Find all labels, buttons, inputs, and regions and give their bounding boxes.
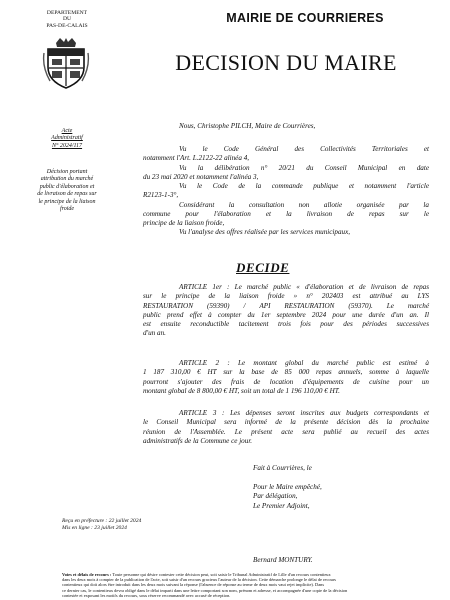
article-line: administratifs de la Commune ce jour. [143, 436, 253, 445]
acte-line: Acte [61, 128, 73, 134]
article-line: d'un an. [143, 329, 166, 338]
vu-line: Vu le Code Général des Collectivités Territoriales et [179, 145, 429, 153]
article-line: est ensuite reconductible tacitement trois fois pour des périodes successives [143, 320, 429, 328]
subject-line: Décision portant [46, 169, 88, 175]
decision-title: DECISION DU MAIRE [175, 50, 397, 75]
article-3 [143, 409, 429, 446]
vu-line: R2123-1-3°, [143, 191, 179, 200]
article-line: 1 187 310,00 € HT sur la base de 85 000 repas annuels, somme à laquelle [143, 368, 429, 377]
coat-of-arms-icon [42, 37, 90, 89]
department-line: DU [62, 16, 72, 23]
article-line: ARTICLE 1er : Le marché public « d'élaboration et de livraison de repas [179, 283, 429, 291]
subject-line: attribution du marché [40, 176, 94, 183]
vu-line: commune pour l'élaboration et la livraison de repas sur le [143, 209, 429, 218]
vu-line: Vu l'analyse des offres réalisée par les services municipaux, [179, 228, 351, 237]
acte-number: N° 2024/117 [51, 142, 83, 149]
article-2 [143, 359, 429, 396]
reception-info [62, 518, 141, 532]
appeal-line: ce dernier cas, le contentieux devra obligé dans le délai imparti dans une lettre comportant son nom, prénom et adresse, et accompagnée d'une copie de la décision [62, 587, 348, 593]
signature-line: Le Premier Adjoint, [253, 501, 310, 510]
vu-line: notamment l'Art. L.2122-22 alinéa 4, [143, 154, 250, 163]
subject-line: le principe de la liaison [38, 198, 96, 205]
article-line: ARTICLE 3 : Les dépenses seront inscrites aux budgets correspondants et [179, 409, 429, 417]
acte-reference [6, 128, 128, 150]
subject-line: froide [59, 206, 75, 213]
appeal-line: contentieux qui doit alors être introduit dans les deux mois suivant la réponse (l'absence de réponse au terme de deux mois vaut rejet implicite). Dans [62, 582, 325, 588]
article-1 [143, 283, 429, 339]
fait-a-line: Fait à Courrières, le [253, 464, 312, 472]
appeal-text: Toute personne qui désire contester cette décision peut, soit saisir le Tribunal Administratif de Lille d'un recours contentieux [112, 572, 331, 577]
article-line: montant global de 8 800,00 € HT, soit un total de 1 196 110,00 € HT. [143, 386, 340, 395]
signature-block [253, 483, 322, 511]
vu-line: Vu le Code de la commande publique et notamment l'article [179, 182, 429, 190]
reception-line: Mis en ligne : 23 juillet 2024 [62, 525, 127, 531]
subject-line: de livraison de repas sur [37, 191, 97, 198]
article-line: pourront s'ajouter des frais de location d'équipements de cuisine pour un [143, 377, 429, 386]
article-line: public prend effet à compter du 1er septembre 2024 pour une durée d'un an. Il [143, 310, 429, 319]
decide-heading: DECIDE [236, 260, 290, 275]
appeal-line: dans les deux mois à compter de la publication de l'acte, soit saisir d'un recours gracieux l'auteur de la décision. Cette démarche prolonge le délai de recours [62, 577, 337, 583]
intro-text [143, 122, 429, 131]
signature-line: Pour le Maire empêché, [253, 483, 322, 491]
reception-line: Reçu en préfecture : 22 juillet 2024 [62, 518, 142, 524]
appeal-notice [62, 572, 434, 598]
intro-line: Nous, Christophe PILCH, Maire de Courrières, [179, 122, 316, 130]
vu-line: Considérant la consultation non allotie organisée par la [179, 200, 429, 209]
fait-a [253, 464, 312, 473]
appeal-line: contestée et exposant les motifs du recours, sous réserve recommandé avec accusé de réception. [62, 592, 231, 598]
vu-line: principe de la liaison froide, [143, 219, 225, 227]
signature-line: Par délégation, [253, 492, 298, 501]
acte-line: Administratif [51, 135, 83, 142]
article-line: sur le principe de la liaison froide » n° 202403 est attribué au LYS [143, 292, 429, 301]
decision-subject [6, 169, 128, 213]
vu-line: Vu la délibération n° 20/21 du Conseil Municipal en date [179, 163, 429, 172]
department-header [6, 10, 128, 29]
article-line: le Conseil Municipal sera informé de la présente décision dès la prochaine [143, 418, 429, 427]
vu-line: du 23 mai 2020 et notamment l'alinéa 3, [143, 172, 259, 181]
department-line: PAS-DE-CALAIS [46, 22, 88, 29]
vu-section [143, 145, 429, 238]
department-line: DEPARTEMENT [46, 10, 88, 16]
appeal-heading: Voies et délais de recours : [62, 572, 112, 577]
article-line: réunion de l'Assemblée. Le présent acte sera publié au recueil des actes [143, 427, 429, 436]
article-line: ARTICLE 2 : Le montant global du marché public est estimé à [179, 359, 429, 367]
subject-line: public d'élaboration et [39, 183, 95, 190]
mairie-title: MAIRIE DE COURRIERES [226, 11, 384, 25]
signer-name: Bernard MONTURY. [253, 556, 313, 564]
article-line: RESTAURATION (59390) / API RESTAURATION (59370). Le marché [143, 301, 429, 310]
